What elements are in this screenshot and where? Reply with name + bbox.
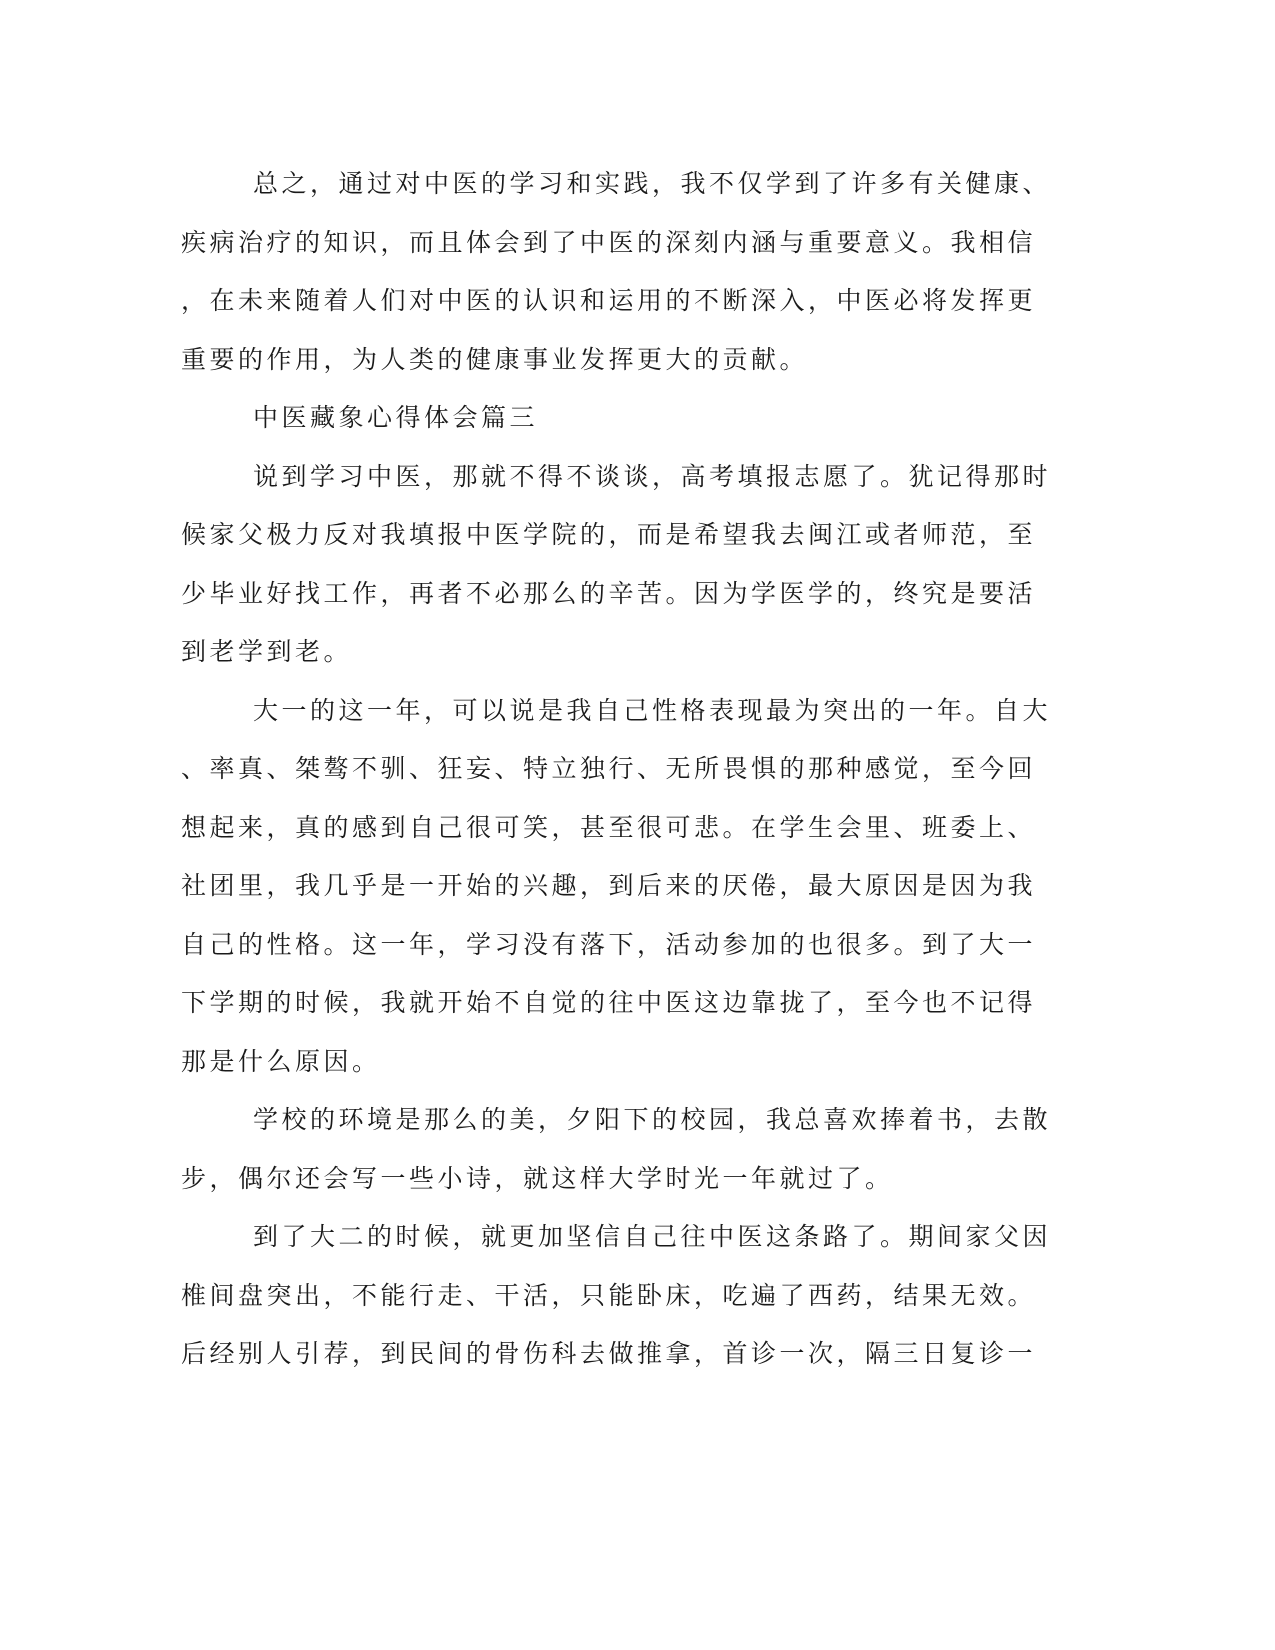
text-line: 重要的作用，为人类的健康事业发挥更大的贡献。: [181, 344, 809, 374]
paragraph-freshman-year: [181, 682, 1061, 1092]
text-line: 到了大二的时候，就更加坚信自己往中医这条路了。期间家父因: [253, 1222, 1052, 1251]
text-line: 那是什么原因。: [181, 1046, 381, 1076]
text-line: 疾病治疗的知识，而且体会到了中医的深刻内涵与重要意义。我相信: [181, 227, 1037, 257]
text-line: 社团里，我几乎是一开始的兴趣，到后来的厌倦，最大原因是因为我: [181, 871, 1037, 900]
paragraph-exam-choice: [181, 448, 1061, 682]
text-line: 椎间盘突出，不能行走、干活，只能卧床，吃遍了西药，结果无效。: [181, 1280, 1037, 1310]
section-heading: 中医藏象心得体会篇三: [253, 403, 539, 432]
text-line: 少毕业好找工作，再者不必那么的辛苦。因为学医学的，终究是要活: [181, 578, 1037, 608]
text-line: 想起来，真的感到自己很可笑，甚至很可悲。在学生会里、班委上、: [181, 812, 1037, 842]
document-body: [181, 155, 1061, 1384]
text-line: 自己的性格。这一年，学习没有落下，活动参加的也很多。到了大一: [181, 929, 1037, 959]
text-line: 后经别人引荐，到民间的骨伤科去做推拿，首诊一次，隔三日复诊一: [181, 1339, 1037, 1368]
text-line: 学校的环境是那么的美，夕阳下的校园，我总喜欢捧着书，去散: [253, 1105, 1052, 1134]
text-line: ，在未来随着人们对中医的认识和运用的不断深入，中医必将发挥更: [181, 286, 1037, 315]
text-line: 候家父极力反对我填报中医学院的，而是希望我去闽江或者师范，至: [181, 520, 1037, 549]
text-line: 到老学到老。: [181, 637, 353, 666]
text-line: 步，偶尔还会写一些小诗，就这样大学时光一年就过了。: [181, 1163, 894, 1193]
text-line: 说到学习中医，那就不得不谈谈，高考填报志愿了。犹记得那时: [253, 461, 1052, 491]
text-line: 总之，通过对中医的学习和实践，我不仅学到了许多有关健康、: [253, 169, 1052, 198]
paragraph-campus: [181, 1091, 1061, 1208]
paragraph-conclusion: [181, 155, 1061, 389]
text-line: 大一的这一年，可以说是我自己性格表现最为突出的一年。自大: [253, 695, 1052, 725]
paragraph-sophomore-year: [181, 1208, 1061, 1384]
text-line: 、率真、桀骜不驯、狂妄、特立独行、无所畏惧的那种感觉，至今回: [181, 754, 1037, 783]
text-line: 下学期的时候，我就开始不自觉的往中医这边靠拢了，至今也不记得: [181, 988, 1037, 1017]
